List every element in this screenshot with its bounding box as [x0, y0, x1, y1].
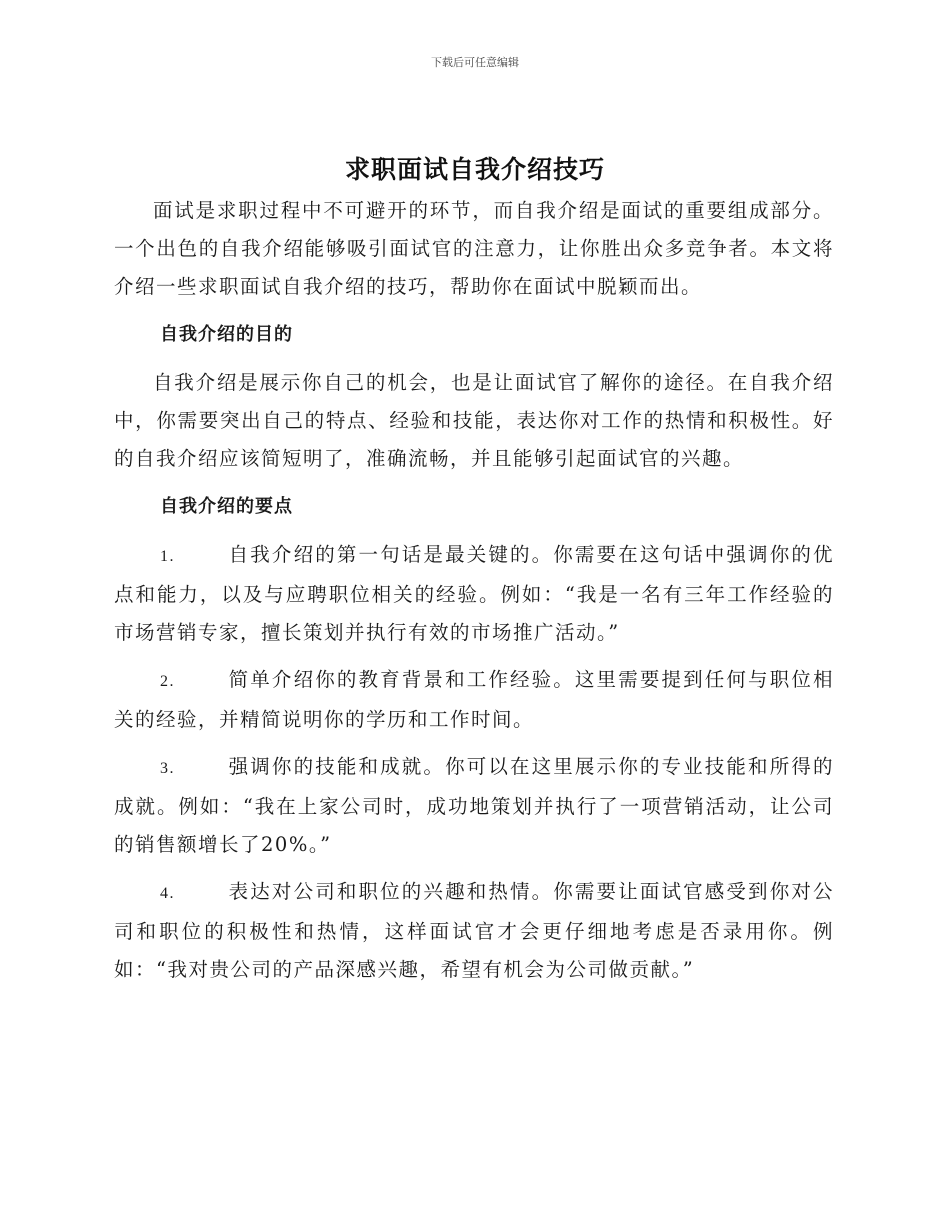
intro-paragraph: 面试是求职过程中不可避开的环节，而自我介绍是面试的重要组成部分。一个出色的自我介绍能够吸引面试官的注意力，让你胜出众多竞争者。本文将介绍一些求职面试自我介绍的技巧，帮助你在面试中脱颖而出。 [114, 199, 834, 298]
section-heading-key-points: 自我介绍的要点 [160, 496, 293, 517]
list-item-1 [114, 536, 834, 652]
list-number: 1. [160, 548, 175, 565]
list-item-text: 表达对公司和职位的兴趣和热情。你需要让面试官感受到你对公司和职位的积极性和热情，这样面试官才会更仔细地考虑是否录用你。例如：“我对贵公司的产品深感兴趣，希望有机会为公司做贡献。” [114, 880, 834, 981]
list-item-text: 强调你的技能和成就。你可以在这里展示你的专业技能和所得的成就。例如：“我在上家公司时，成功地策划并执行了一项营销活动，让公司的销售额增长了20%。” [114, 755, 834, 856]
list-item-3 [114, 748, 834, 864]
page-header-note: 下载后可任意编辑 [431, 56, 519, 69]
list-number: 3. [160, 760, 175, 777]
list-number: 4. [160, 885, 175, 902]
list-item-text: 自我介绍的第一句话是最关键的。你需要在这句话中强调你的优点和能力，以及与应聘职位相关的经验。例如：“我是一名有三年工作经验的市场营销专家，擅长策划并执行有效的市场推广活动。” [114, 543, 834, 644]
section-heading-purpose: 自我介绍的目的 [160, 324, 293, 345]
purpose-paragraph: 自我介绍是展示你自己的机会，也是让面试官了解你的途径。在自我介绍中，你需要突出自己的特点、经验和技能，表达你对工作的热情和积极性。好的自我介绍应该简短明了，准确流畅，并且能够引起面试官的兴趣。 [114, 371, 834, 470]
list-number: 2. [160, 673, 175, 690]
list-item-text: 简单介绍你的教育背景和工作经验。这里需要提到任何与职位相关的经验，并精简说明你的学历和工作时间。 [114, 668, 834, 731]
list-item-4 [114, 873, 834, 989]
document-title: 求职面试自我介绍技巧 [344, 155, 605, 184]
document-body [114, 192, 834, 998]
list-item-2 [114, 661, 834, 739]
